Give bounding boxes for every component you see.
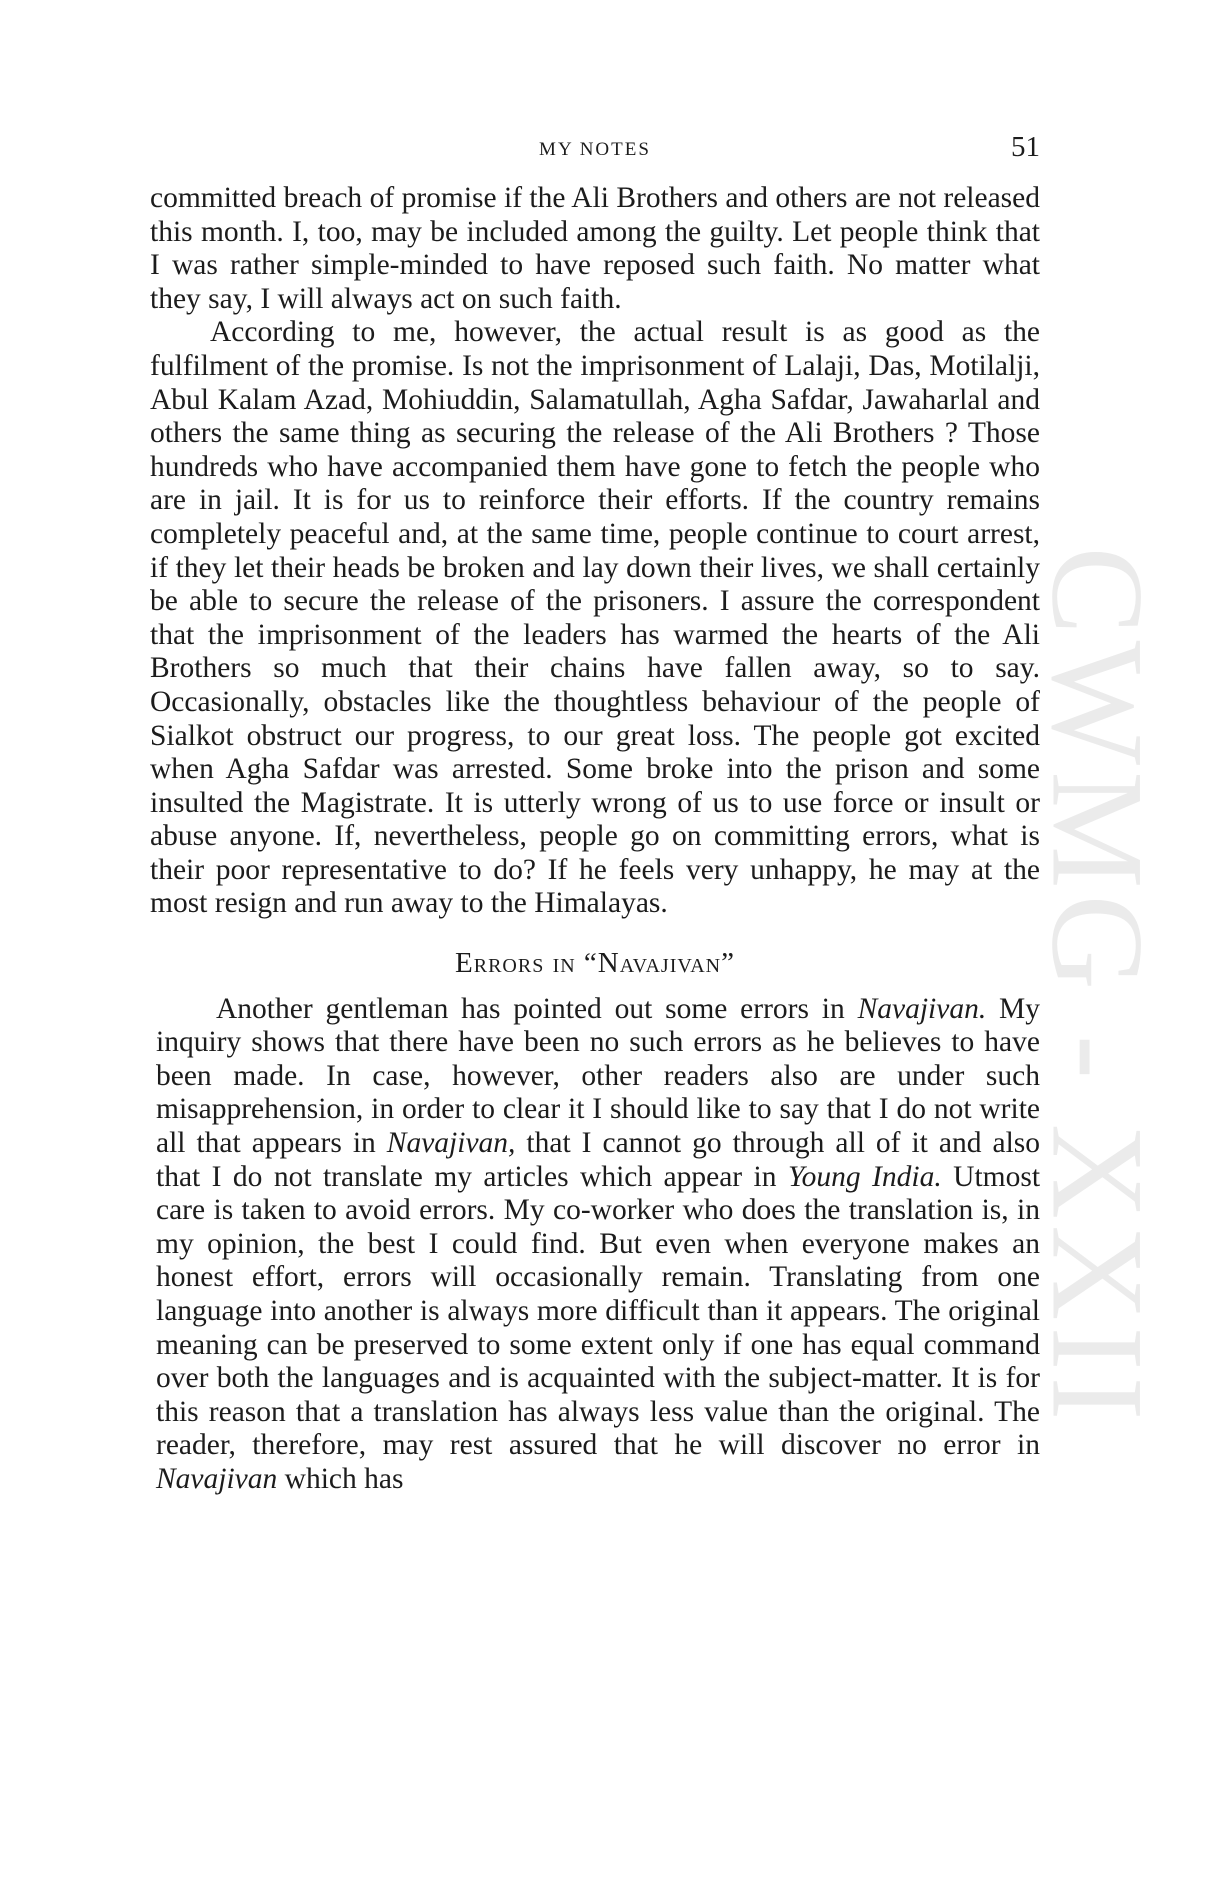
- text-run: Another gentleman has pointed out some errors in: [216, 992, 858, 1025]
- italic-title: Navajivan: [156, 1462, 278, 1495]
- text-run: which has: [277, 1462, 404, 1495]
- italic-title: Navajivan,: [386, 1127, 516, 1160]
- text-run: that I cannot go through all of it and also that I do not translate my articles which appear in: [156, 1127, 1040, 1193]
- paragraph-errors: [150, 993, 1040, 1497]
- paragraph-continued: committed breach of promise if the Ali Brothers and others are not released this month. I, too, may be included among the guilty. Let people think that I was rather simple-minded to have reposed such faith. No matter what they say, I will always act on such faith.: [150, 182, 1040, 315]
- text-run: Utmost care is taken to avoid errors. My co-worker who does the translation is, in my opinion, the best I could find. But even when everyone makes an honest effort, errors will occasionally remain. Translating from one language into another is always more difficult than it appears. The original meaning can be preserved to some extent only if one has equal command over both the languages and is acquainted with the subject-matter. It is for this reason that a translation has always less value than the original. The reader, therefore, may rest assured that he will discover no error in: [156, 1160, 1041, 1462]
- paragraph-release-argument: According to me, however, the actual result is as good as the fulfilment of the promise. Is not the imprisonment of Lalaji, Das, Motilalji, Abul Kalam Azad, Mohiuddin, Salamatullah, Agha Safdar, Jawaharlal and others the same thing as securing the release of the Ali Brothers ? Those hundreds who have accompanied them have gone to fetch the people who are in jail. It is for us to reinforce their efforts. If the country remains completely peaceful and, at the same time, people continue to court arrest, if they let their heads be broken and lay down their lives, we shall certainly be able to secure the release of the prisoners. I assure the correspondent that the imprisonment of the leaders has warmed the hearts of the Ali Brothers so much that their chains have fallen away, so to say. Occasionally, obstacles like the thoughtless behaviour of the people of Sialkot obstruct our progress, to our great loss. The people got excited when Agha Safdar was arrested. Some broke into the prison and some insulted the Magistrate. It is utterly wrong of us to use force or insult or abuse anyone. If, nevertheless, people go on committing errors, what is their poor representative to do? If he feels very unhappy, he may at the most resign and run away to the Himalayas.: [150, 316, 1040, 920]
- body-text: [150, 182, 1040, 1497]
- running-title: MY NOTES: [539, 139, 651, 160]
- page-number: 51: [1011, 131, 1040, 163]
- italic-title: Navajivan.: [857, 992, 987, 1025]
- watermark-text: CWMG - XXII: [1024, 546, 1172, 1427]
- section-heading: Errors in “Navajivan”: [455, 947, 735, 980]
- italic-title: Young India.: [787, 1160, 942, 1193]
- text-run: My inquiry shows that there have been no such errors as he believes to have been made. In case, however, other readers also are under such misapprehension, in order to clear it I should like to say that I do not write all that appears in: [156, 992, 1040, 1160]
- watermark: [1024, 470, 1172, 1450]
- running-head: [150, 131, 1040, 175]
